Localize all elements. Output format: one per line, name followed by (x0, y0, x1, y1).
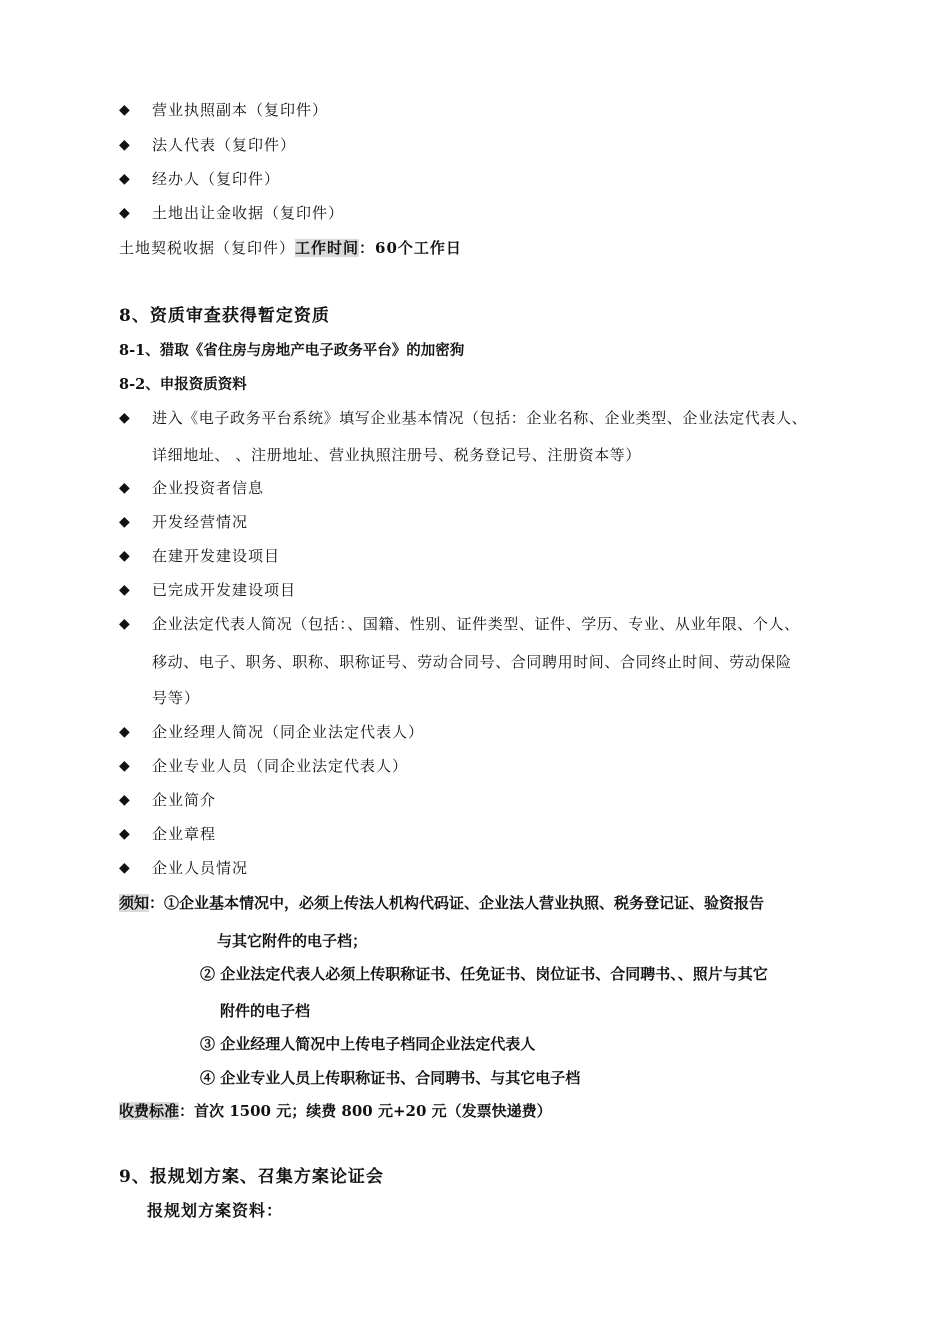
list-item: 进入《电子政务平台系统》填写企业基本情况（包括：企业名称、企业类型、企业法定代表人、 (152, 409, 808, 427)
section-heading: 8、资质审查获得暂定资质 (119, 306, 330, 326)
bullet-diamond-icon: ◆ (119, 171, 130, 187)
fee-value: ：首次 1500 元；续费 800 元+20 元（发票快递费） (179, 1102, 552, 1120)
notice-line (119, 893, 764, 913)
fee-line (119, 1101, 552, 1121)
list-item: 企业简介 (152, 791, 217, 809)
subheading: 报规划方案资料： (147, 1201, 284, 1220)
list-item: 在建开发建设项目 (152, 547, 281, 565)
list-item-continuation: 移动、电子、职务、职称、职称证号、劳动合同号、合同聘用时间、合同终止时间、劳动保险 (152, 653, 792, 671)
list-item-continuation: 号等） (152, 689, 201, 707)
notice-item-continuation: 与其它附件的电子档； (217, 932, 368, 950)
receipt-text: 土地契税收据（复印件） (119, 239, 296, 257)
work-time-value: ：60个工作日 (359, 239, 462, 257)
section-heading: 9、报规划方案、召集方案论证会 (119, 1167, 384, 1187)
bullet-diamond-icon: ◆ (119, 860, 130, 876)
work-time-label: 工作时间 (295, 239, 360, 257)
bullet-diamond-icon: ◆ (119, 410, 130, 426)
notice-item: ② 企业法定代表人必须上传职称证书、任免证书、岗位证书、合同聘书、、照片与其它 (200, 965, 768, 983)
bullet-diamond-icon: ◆ (119, 826, 130, 842)
bullet-diamond-icon: ◆ (119, 205, 130, 221)
list-item: 企业经理人简况（同企业法定代表人） (152, 723, 425, 741)
list-item: 经办人（复印件） (152, 170, 281, 188)
bullet-diamond-icon: ◆ (119, 582, 130, 598)
list-item: 企业专业人员（同企业法定代表人） (152, 757, 409, 775)
list-item: 法人代表（复印件） (152, 136, 297, 154)
list-item: 企业章程 (152, 825, 217, 843)
fee-label: 收费标准 (119, 1102, 180, 1120)
bullet-diamond-icon: ◆ (119, 480, 130, 496)
list-item: 土地出让金收据（复印件） (152, 204, 345, 222)
bullet-diamond-icon: ◆ (119, 102, 130, 118)
notice-label: 须知 (119, 894, 150, 912)
subheading: 8-1、猎取《省住房与房地产电子政务平台》的加密狗 (119, 342, 465, 359)
list-item: 已完成开发建设项目 (152, 581, 297, 599)
bullet-diamond-icon: ◆ (119, 616, 130, 632)
bullet-diamond-icon: ◆ (119, 514, 130, 530)
subheading: 8-2、申报资质资料 (119, 376, 247, 393)
bullet-diamond-icon: ◆ (119, 137, 130, 153)
bullet-diamond-icon: ◆ (119, 758, 130, 774)
notice-item-continuation: 附件的电子档 (220, 1002, 311, 1020)
list-item-continuation: 详细地址、 、注册地址、营业执照注册号、税务登记号、注册资本等） (152, 446, 641, 464)
bullet-diamond-icon: ◆ (119, 548, 130, 564)
list-item: 企业法定代表人简况（包括：、国籍、性别、证件类型、证件、学历、专业、从业年限、个人、 (152, 615, 800, 633)
bullet-diamond-icon: ◆ (119, 792, 130, 808)
notice-item: ④ 企业专业人员上传职称证书、合同聘书、与其它电子档 (200, 1069, 581, 1087)
list-item: 营业执照副本（复印件） (152, 101, 329, 119)
list-item: 开发经营情况 (152, 513, 249, 531)
notice-item: ③ 企业经理人简况中上传电子档同企业法定代表人 (200, 1035, 536, 1053)
list-item: 企业投资者信息 (152, 479, 265, 497)
list-item: 企业人员情况 (152, 859, 249, 877)
bullet-diamond-icon: ◆ (119, 724, 130, 740)
work-time-line (119, 238, 462, 258)
notice-item: ：①企业基本情况中，必须上传法人机构代码证、企业法人营业执照、税务登记证、验资报告 (149, 894, 765, 912)
